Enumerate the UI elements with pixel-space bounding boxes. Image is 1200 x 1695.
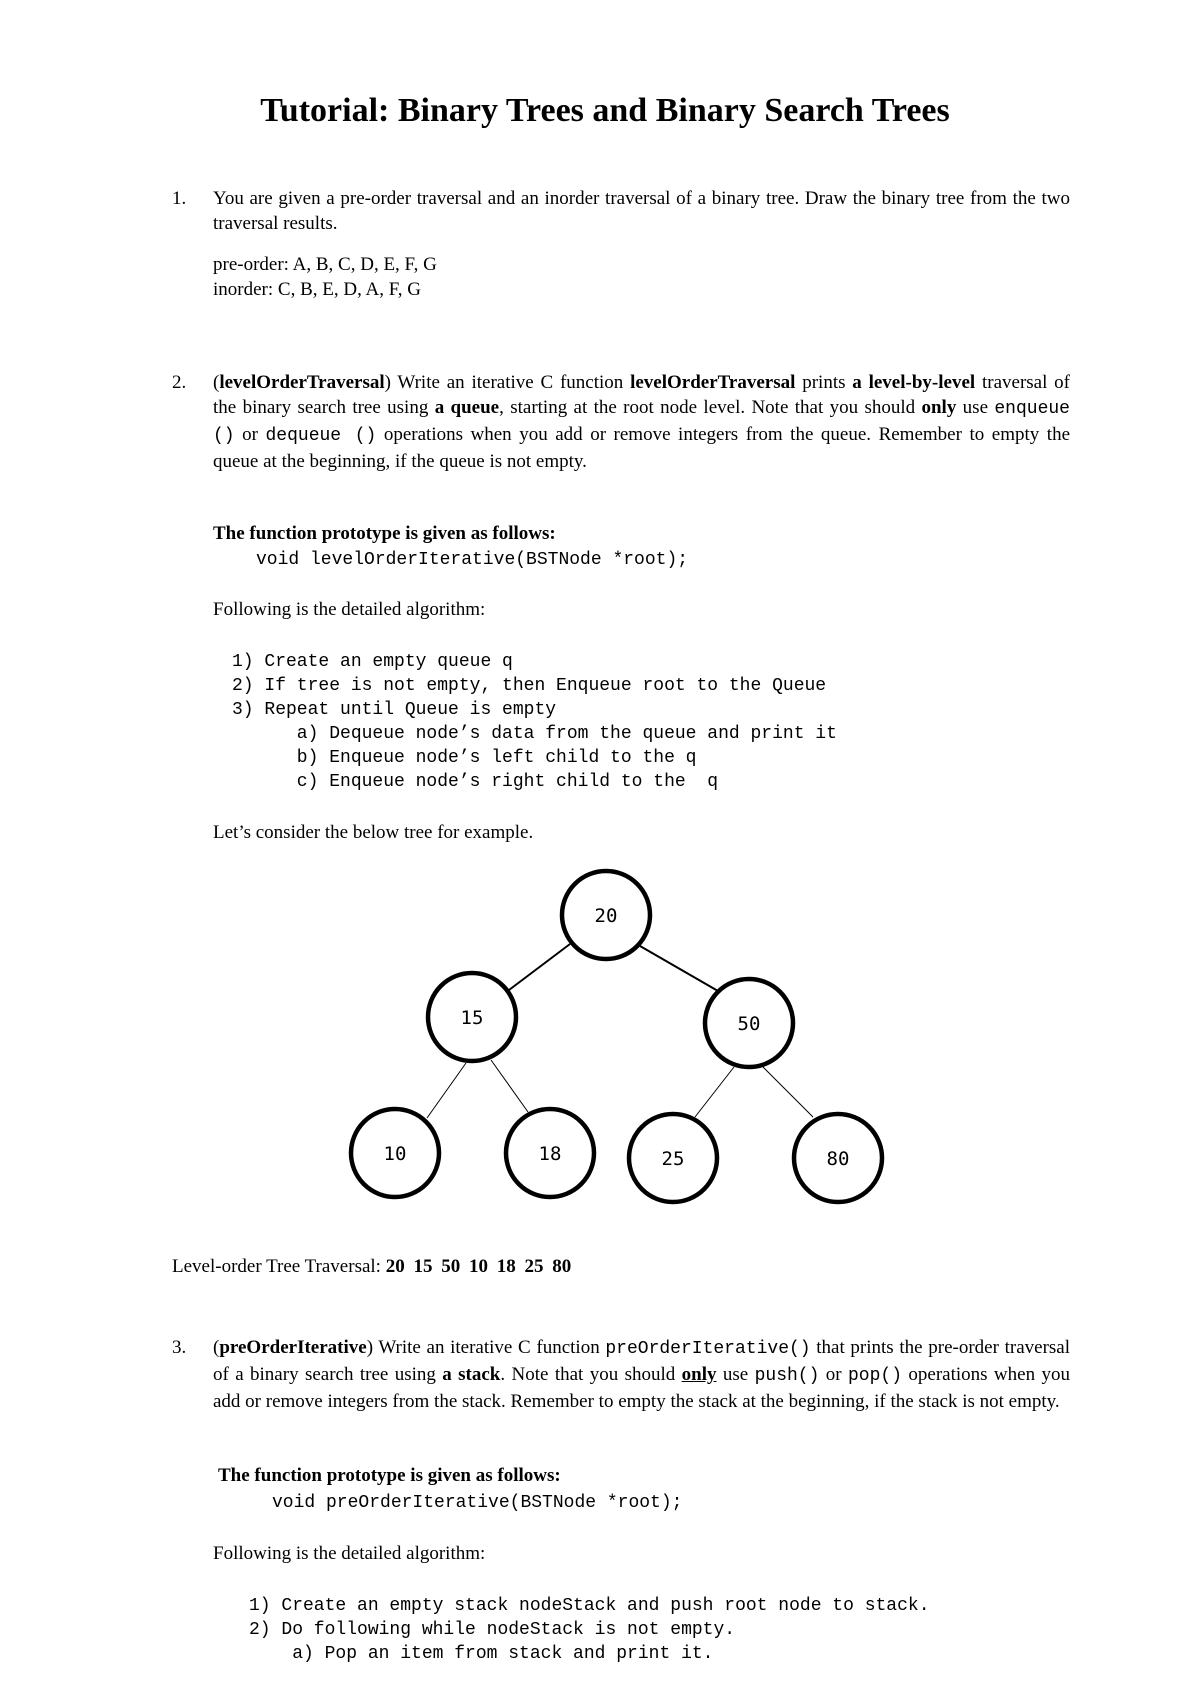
q3-algo-step: a) Pop an item from stack and print it. (249, 1644, 714, 1664)
tree-node-label: 80 (826, 1148, 850, 1170)
q2-algo-step: 1) Create an empty queue q (232, 652, 513, 672)
q3-proto-label: The function prototype is given as follows: (218, 1465, 561, 1486)
q3-number: 3. (172, 1337, 187, 1358)
tree-edge (695, 1067, 734, 1117)
q1-inorder: inorder: C, B, E, D, A, F, G (213, 279, 422, 300)
tree-edge (491, 1060, 528, 1112)
q2-name: levelOrderTraversal (219, 372, 385, 393)
q2-algo-step: c) Enqueue node’s right child to the q (232, 772, 719, 792)
tree-edge (427, 1063, 466, 1118)
q3-name: preOrderIterative (219, 1337, 367, 1358)
tree-node-label: 25 (661, 1148, 685, 1170)
q1-preorder: pre-order: A, B, C, D, E, F, G (213, 254, 437, 275)
q3-text: (preOrderIterative) Write an iterative C function preOrderIterative() that prints the pre-order traversal of a binary search tree using a stack. Note that you should only use push() or pop() operations when you add or remove integers from the stack. Remember to empty the stack at the beginning, if the stack is not empty. (213, 1337, 1071, 1412)
q2-algo-step: a) Dequeue node’s data from the queue and print it (232, 724, 837, 744)
tree-edge (763, 1067, 813, 1117)
q2-number: 2. (172, 372, 187, 393)
tree-node-label: 20 (594, 905, 618, 927)
q3-algo-step: 2) Do following while nodeStack is not empty. (249, 1620, 736, 1640)
tree-node-label: 18 (538, 1143, 562, 1165)
page-title: Tutorial: Binary Trees and Binary Search Trees (260, 92, 950, 129)
q2-proto-label: The function prototype is given as follows: (213, 523, 556, 544)
tree-edge (509, 944, 570, 990)
q2-algo-step: 2) If tree is not empty, then Enqueue root to the Queue (232, 676, 827, 696)
q2-proto-code: void levelOrderIterative(BSTNode *root); (256, 550, 689, 570)
q3-algo-step: 1) Create an empty stack nodeStack and push root node to stack. (249, 1596, 930, 1616)
q2-example-label: Let’s consider the below tree for example. (213, 822, 534, 843)
q3-proto-code: void preOrderIterative(BSTNode *root); (272, 1493, 683, 1513)
level-order-result: Level-order Tree Traversal: 20 15 50 10 18 25 80 (172, 1256, 572, 1277)
q2-algo-label: Following is the detailed algorithm: (213, 599, 486, 620)
tree-node-label: 50 (737, 1013, 761, 1035)
q3-algo-label: Following is the detailed algorithm: (213, 1543, 486, 1564)
q2-algo-step: b) Enqueue node’s left child to the q (232, 748, 697, 768)
tree-node-label: 10 (383, 1143, 407, 1165)
q2-text: (levelOrderTraversal) Write an iterative C function levelOrderTraversal prints a level-by-level traversal of the binary search tree using a queue, starting at the root node level. Note that you should only use enqueue () or dequeue () operations when you add or remove integers from the queue. Remember to empty the queue at the beginning, if the queue is not empty. (213, 372, 1071, 472)
tree-node-label: 15 (460, 1007, 484, 1029)
tree-edge (640, 946, 718, 991)
q1-number: 1. (172, 188, 187, 209)
q2-algo-step: 3) Repeat until Queue is empty (232, 700, 557, 720)
q1-text: You are given a pre-order traversal and an inorder traversal of a binary tree. Draw the binary tree from the two traversal results. (213, 188, 1070, 234)
